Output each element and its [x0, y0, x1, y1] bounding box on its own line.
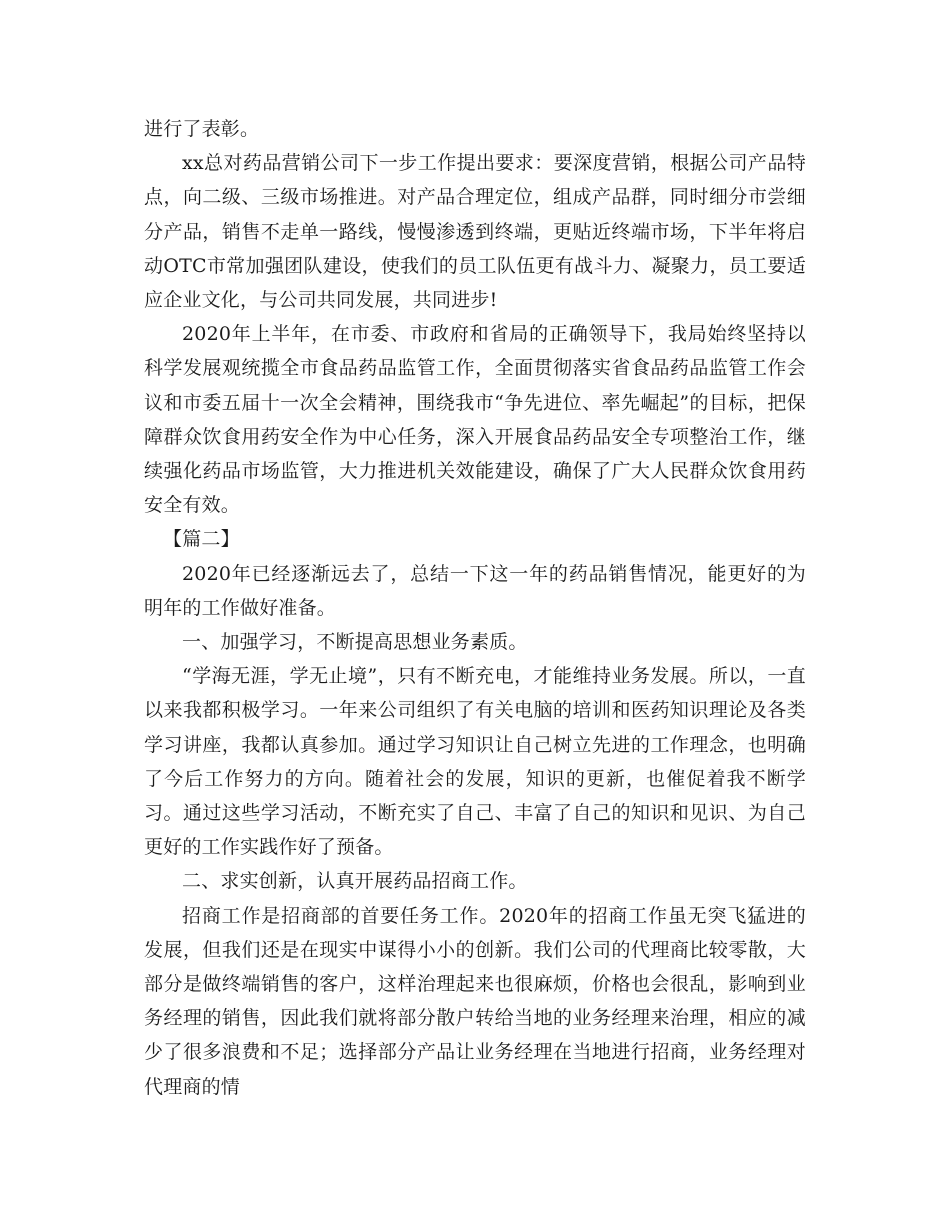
paragraph-6: 招商工作是招商部的首要任务工作。2020年的招商工作虽无突飞猛进的发展，但我们还是在现实中谋得小小的创新。我们公司的代理商比较零散，大部分是做终端销售的客户，这样治理起来也很麻烦，价格也会很乱，影响到业务经理的销售，因此我们就将部分散户转给当地的业务经理来治理，相应的减少了很多浪费和不足；选择部分产品让业务经理在当地进行招商，业务经理对代理商的情 [144, 904, 806, 1098]
paragraph-4: 2020年已经逐渐远去了，总结一下这一年的药品销售情况，能更好的为明年的工作做好准备。 [144, 562, 806, 619]
paragraph-2: xx总对药品营销公司下一步工作提出要求：要深度营销，根据公司产品特点，向二级、三级市场推进。对产品合理定位，组成产品群，同时细分市尝细分产品，销售不走单一路线，慢慢渗透到终端，更贴近终端市场，下半年将启动OTC市常加强团队建设，使我们的员工队伍更有战斗力、凝聚力，员工要适应企业文化，与公司共同发展，共同进步! [144, 152, 806, 312]
section-heading: 【篇二】 [163, 528, 240, 551]
paragraph-1: 进行了表彰。 [144, 118, 260, 140]
subheading-2: 二、求实创新，认真开展药品招商工作。 [182, 870, 528, 893]
paragraph-3: 2020年上半年，在市委、市政府和省局的正确领导下，我局始终坚持以科学发展观统揽全市食品药品监管工作，全面贯彻落实省食品药品监管工作会议和市委五届十一次全会精神，围绕我市“争先进位、率先崛起”的目标，把保障群众饮食用药安全作为中心任务，深入开展食品药品安全专项整治工作，继续强化药品市场监管，大力推进机关效能建设，确保了广大人民群众饮食用药安全有效。 [144, 323, 806, 517]
subheading-1: 一、加强学习，不断提高思想业务素质。 [182, 631, 528, 654]
paragraph-5: “学海无涯，学无止境”，只有不断充电，才能维持业务发展。所以，一直以来我都积极学习。一年来公司组织了有关电脑的培训和医药知识理论及各类学习讲座，我都认真参加。通过学习知识让自己树立先进的工作理念，也明确了今后工作努力的方向。随着社会的发展，知识的更新，也催促着我不断学习。通过这些学习活动，不断充实了自己、丰富了自己的知识和见识、为自己更好的工作实践作好了预备。 [144, 665, 806, 859]
document-body [144, 112, 806, 1104]
